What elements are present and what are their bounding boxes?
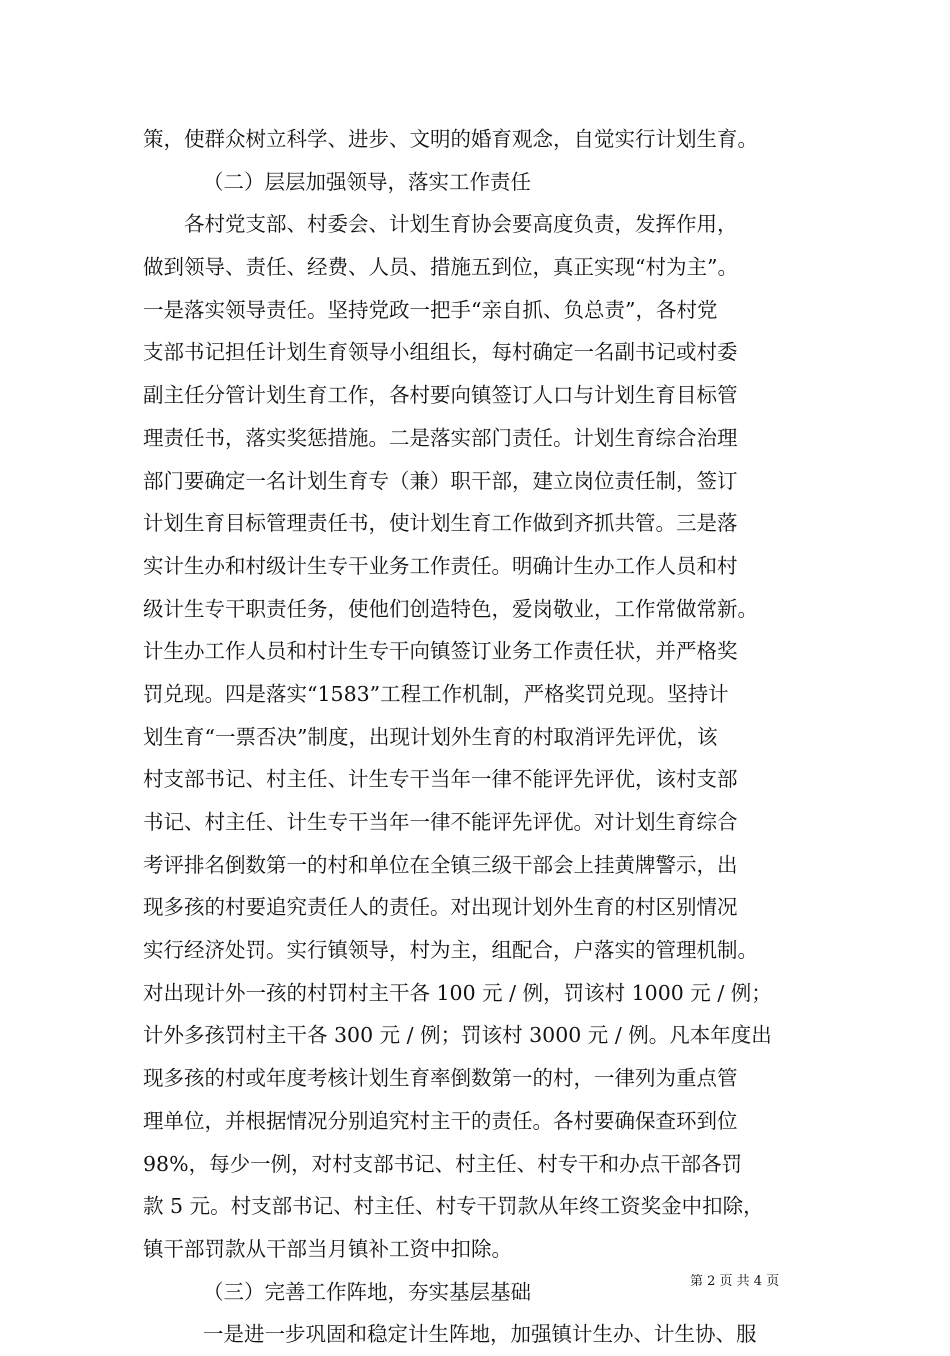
text-line: 书记、村主任、计生专干当年一律不能评先评优。对计划生育综合	[143, 810, 738, 834]
text-line: 副主任分管计划生育工作，各村要向镇签订人口与计划生育目标管	[143, 383, 738, 408]
paragraph-first-line: 各村党支部、村委会、计划生育协会要高度负责，发挥作用，	[184, 212, 738, 237]
text-line: 村支部书记、村主任、计生专干当年一律不能评先评优，该村支部	[143, 767, 738, 792]
document-body	[143, 118, 808, 1356]
text-line: 部门要确定一名计划生育专（兼）职干部，建立岗位责任制，签订	[143, 468, 738, 493]
text-line: 划生育“一票否决”制度，出现计划外生育的村取消评先评优，该	[143, 724, 718, 749]
text-line: 级计生专干职责任务，使他们创造特色，爱岗敬业，工作常做常新。	[143, 596, 758, 621]
paragraph-first-line: 一是进一步巩固和稳定计生阵地，加强镇计生办、计生协、服	[203, 1322, 757, 1347]
text-line: 做到领导、责任、经费、人员、措施五到位，真正实现“村为主”。	[143, 255, 738, 280]
section-heading: （二）层层加强领导，落实工作责任	[203, 169, 531, 194]
text-line: 支部书记担任计划生育领导小组组长，每村确定一名副书记或村委	[143, 340, 738, 365]
text-line: 款 5 元。村支部书记、村主任、村专干罚款从年终工资奖金中扣除，	[143, 1194, 764, 1219]
text-line: 一是落实领导责任。坚持党政一把手“亲自抓、负总责”，各村党	[143, 297, 718, 322]
text-line: 现多孩的村或年度考核计划生育率倒数第一的村，一律列为重点管	[143, 1066, 738, 1091]
text-line: 镇干部罚款从干部当月镇补工资中扣除。	[143, 1236, 512, 1261]
text-line: 对出现计外一孩的村罚村主干各 100 元 / 例，罚该村 1000 元 / 例；	[143, 980, 772, 1005]
text-line: 考评排名倒数第一的村和单位在全镇三级干部会上挂黄牌警示，出	[143, 852, 738, 877]
text-line: 策，使群众树立科学、进步、文明的婚育观念，自觉实行计划生育。	[143, 127, 758, 151]
text-line: 理单位，并根据情况分别追究村主干的责任。各村要确保查环到位	[143, 1108, 738, 1133]
text-line: 计生办工作人员和村计生专干向镇签订业务工作责任状，并严格奖	[143, 639, 738, 664]
text-line: 98%，每少一例，对村支部书记、村主任、村专干和办点干部各罚	[143, 1151, 743, 1176]
section-heading: （三）完善工作阵地，夯实基层基础	[203, 1279, 531, 1304]
page-number-footer: 第 2 页 共 4 页	[690, 1274, 780, 1289]
text-line: 实行经济处罚。实行镇领导，村为主，组配合，户落实的管理机制。	[143, 938, 758, 963]
text-line: 计划生育目标管理责任书，使计划生育工作做到齐抓共管。三是落	[143, 511, 738, 536]
text-line: 计外多孩罚村主干各 300 元 / 例；罚该村 3000 元 / 例。凡本年度出	[143, 1023, 772, 1048]
text-line: 现多孩的村要追究责任人的责任。对出现计划外生育的村区别情况	[143, 895, 738, 920]
text-line: 理责任书，落实奖惩措施。二是落实部门责任。计划生育综合治理	[143, 425, 738, 450]
text-line: 罚兑现。四是落实“1583”工程工作机制，严格奖罚兑现。坚持计	[143, 681, 729, 706]
text-line: 实计生办和村级计生专干业务工作责任。明确计生办工作人员和村	[143, 553, 738, 578]
